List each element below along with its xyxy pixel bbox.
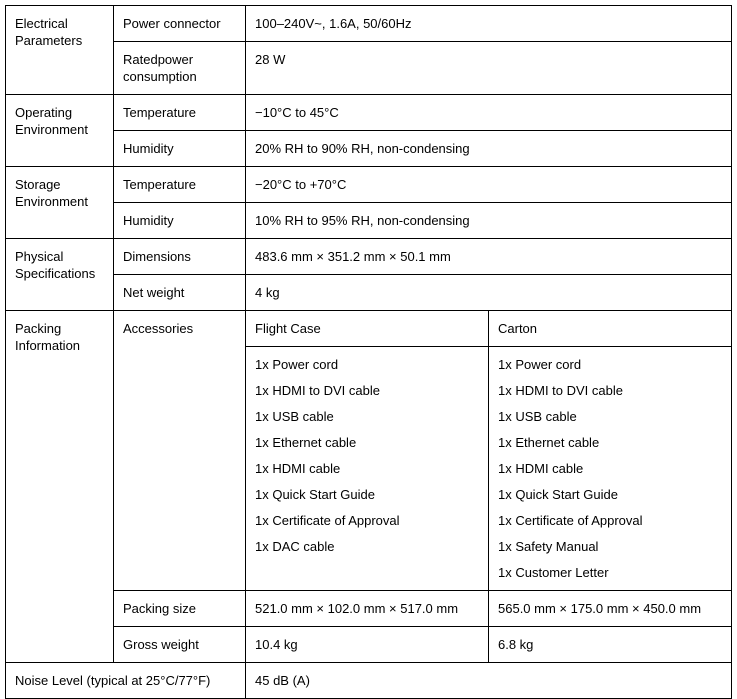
list-item: 1x USB cable bbox=[255, 409, 334, 424]
param-label-word-rated: Rated bbox=[123, 52, 158, 67]
section-label-storage-environment: Storage Environment bbox=[6, 167, 114, 239]
packing-size-flight-case: 521.0 mm × 102.0 mm × 517.0 mm bbox=[246, 591, 489, 627]
param-label-storage-humidity: Humidity bbox=[114, 203, 246, 239]
section-label-electrical-parameters: Electrical Parameters bbox=[6, 6, 114, 95]
accessories-list-carton bbox=[489, 347, 732, 591]
table-row bbox=[6, 203, 732, 239]
table-row bbox=[6, 663, 732, 699]
param-value-power-connector: 100–240V~, 1.6A, 50/60Hz bbox=[246, 6, 732, 42]
table-row bbox=[6, 131, 732, 167]
list-item: 1x Ethernet cable bbox=[255, 435, 357, 450]
table-row bbox=[6, 42, 732, 95]
list-item: 1x Power cord bbox=[498, 357, 582, 372]
list-item: 1x Certificate of Approval bbox=[255, 513, 400, 528]
table-row bbox=[6, 275, 732, 311]
param-label-line-2: consumption bbox=[123, 69, 197, 84]
param-value-operating-humidity: 20% RH to 90% RH, non-condensing bbox=[246, 131, 732, 167]
param-label-accessories: Accessories bbox=[114, 311, 246, 591]
section-label-physical-specifications: Physical Specifications bbox=[6, 239, 114, 311]
table-row bbox=[6, 95, 732, 131]
param-label-word-power: power bbox=[157, 52, 194, 67]
specifications-table bbox=[5, 5, 732, 699]
list-item: 1x DAC cable bbox=[255, 539, 335, 554]
accessory-items-flight-case bbox=[255, 356, 480, 555]
list-item: 1x Quick Start Guide bbox=[498, 487, 618, 502]
gross-weight-flight-case: 10.4 kg bbox=[246, 627, 489, 663]
list-item: 1x HDMI to DVI cable bbox=[498, 383, 623, 398]
table-row bbox=[6, 591, 732, 627]
packing-size-carton: 565.0 mm × 175.0 mm × 450.0 mm bbox=[489, 591, 732, 627]
param-label-operating-temperature: Temperature bbox=[114, 95, 246, 131]
list-item: 1x Quick Start Guide bbox=[255, 487, 375, 502]
param-label-storage-temperature: Temperature bbox=[114, 167, 246, 203]
list-item: 1x HDMI cable bbox=[255, 461, 341, 476]
table-row bbox=[6, 6, 732, 42]
param-value-storage-temperature: −20°C to +70°C bbox=[246, 167, 732, 203]
accessory-items-carton bbox=[498, 356, 723, 581]
param-value-operating-temperature: −10°C to 45°C bbox=[246, 95, 732, 131]
param-label-packing-size: Packing size bbox=[114, 591, 246, 627]
table-row bbox=[6, 311, 732, 347]
param-value-rated-power-consumption: 28 W bbox=[246, 42, 732, 95]
param-value-noise-level: 45 dB (A) bbox=[246, 663, 732, 699]
table-row bbox=[6, 239, 732, 275]
param-label-power-connector: Power connector bbox=[114, 6, 246, 42]
param-label-operating-humidity: Humidity bbox=[114, 131, 246, 167]
param-label-dimensions: Dimensions bbox=[114, 239, 246, 275]
section-label-packing-information: Packing Information bbox=[6, 311, 114, 663]
param-label-gross-weight: Gross weight bbox=[114, 627, 246, 663]
list-item: 1x Certificate of Approval bbox=[498, 513, 643, 528]
param-label-line-1 bbox=[123, 51, 237, 68]
packing-column-header-flight-case: Flight Case bbox=[246, 311, 489, 347]
packing-column-header-carton: Carton bbox=[489, 311, 732, 347]
param-label-noise-level: Noise Level (typical at 25°C/77°F) bbox=[6, 663, 246, 699]
param-value-storage-humidity: 10% RH to 95% RH, non-condensing bbox=[246, 203, 732, 239]
list-item: 1x USB cable bbox=[498, 409, 577, 424]
list-item: 1x HDMI cable bbox=[498, 461, 584, 476]
table-row bbox=[6, 167, 732, 203]
list-item: 1x HDMI to DVI cable bbox=[255, 383, 380, 398]
param-value-net-weight: 4 kg bbox=[246, 275, 732, 311]
section-label-operating-environment: Operating Environment bbox=[6, 95, 114, 167]
list-item: 1x Safety Manual bbox=[498, 539, 599, 554]
list-item: 1x Power cord bbox=[255, 357, 339, 372]
param-label-net-weight: Net weight bbox=[114, 275, 246, 311]
list-item: 1x Ethernet cable bbox=[498, 435, 600, 450]
param-value-dimensions: 483.6 mm × 351.2 mm × 50.1 mm bbox=[246, 239, 732, 275]
gross-weight-carton: 6.8 kg bbox=[489, 627, 732, 663]
accessories-list-flight-case bbox=[246, 347, 489, 591]
table-row bbox=[6, 627, 732, 663]
param-label-rated-power-consumption bbox=[114, 42, 246, 95]
list-item: 1x Customer Letter bbox=[498, 565, 609, 580]
